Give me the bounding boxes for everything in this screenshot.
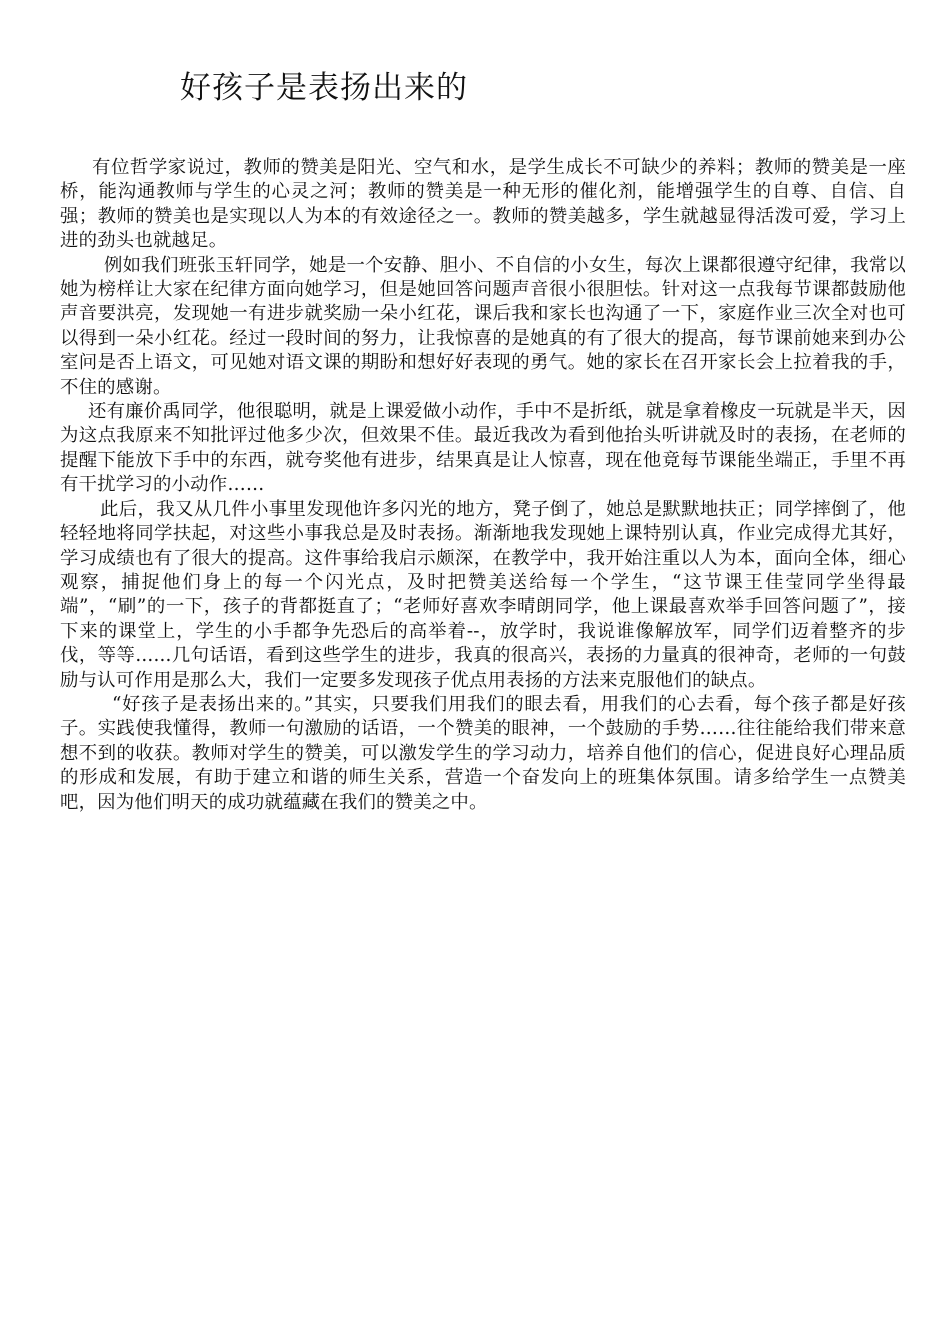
document-title: 好孩子是表扬出来的 <box>180 70 468 106</box>
paragraph-example-zhang: 例如我们班张玉轩同学，她是一个安静、胆小、不自信的小女生，每次上课都很遵守纪律，我常以她为榜样让大家在纪律方面向她学习，但是她回答问题声音很小很胆怯。针对这一点我每节课都鼓励他声音要洪亮，发现她一有进步就奖励一朵小红花，课后我和家长也沟通了一下，家庭作业三次全对也可以得到一朵小红花。经过一段时间的努力，让我惊喜的是她真的有了很大的提高，每节课前她来到办公室问是否上语文，可见她对语文课的期盼和想好好表现的勇气。她的家长在召开家长会上拉着我的手，不住的感谢。 <box>60 254 906 398</box>
paragraph-conclusion: “好孩子是表扬出来的。”其实，只要我们用我们的眼去看，用我们的心去看，每个孩子都是好孩子。实践使我懂得，教师一句激励的话语，一个赞美的眼神，一个鼓励的手势……往往能给我们带来意想不到的收获。教师对学生的赞美，可以激发学生的学习动力，培养自他们的信心，促进良好心理品质的形成和发展，有助于建立和谐的师生关系，营造一个奋发向上的班集体氛围。请多给学生一点赞美吧，因为他们明天的成功就蕴藏在我们的赞美之中。 <box>60 693 906 813</box>
paragraph-example-lian: 还有廉价禹同学，他很聪明，就是上课爱做小动作，手中不是折纸，就是拿着橡皮一玩就是半天，因为这点我原来不知批评过他多少次，但效果不佳。最近我改为看到他抬头听讲就及时的表扬，在老师的提醒下能放下手中的东西，就夸奖他有进步，结果真是让人惊喜，现在他竟每节课能坐端正，手里不再有干扰学习的小动作…… <box>60 401 906 496</box>
paragraph-reflection: 此后，我又从几件小事里发现他许多闪光的地方，凳子倒了，她总是默默地扶正；同学摔倒了，他轻轻地将同学扶起，对这些小事我总是及时表扬。渐渐地我发现她上课特别认真，作业完成得尤其好，学习成绩也有了很大的提高。这件事给我启示颇深，在教学中，我开始注重以人为本，面向全体，细心观察，捕捉他们身上的每一个闪光点，及时把赞美送给每一个学生，“这节课王佳莹同学坐得最端”，“刷”的一下，孩子的背都挺直了；“老师好喜欢李晴朗同学，他上课最喜欢举手回答问题了”，接下来的课堂上，学生的小手都争先恐后的高举着--，放学时，我说谁像解放军，同学们迈着整齐的步伐，等等......几句话语，看到这些学生的进步，我真的很高兴，表扬的力量真的很神奇，老师的一句鼓励与认可作用是那么大，我们一定要多发现孩子优点用表扬的方法来克服他们的缺点。 <box>60 498 906 691</box>
document-body <box>60 156 906 815</box>
paragraph-intro: 有位哲学家说过，教师的赞美是阳光、空气和水，是学生成长不可缺少的养料；教师的赞美是一座桥，能沟通教师与学生的心灵之河；教师的赞美是一种无形的催化剂，能增强学生的自尊、自信、自强；教师的赞美也是实现以人为本的有效途径之一。教师的赞美越多，学生就越显得活泼可爱，学习上进的劲头也就越足。 <box>60 157 906 252</box>
